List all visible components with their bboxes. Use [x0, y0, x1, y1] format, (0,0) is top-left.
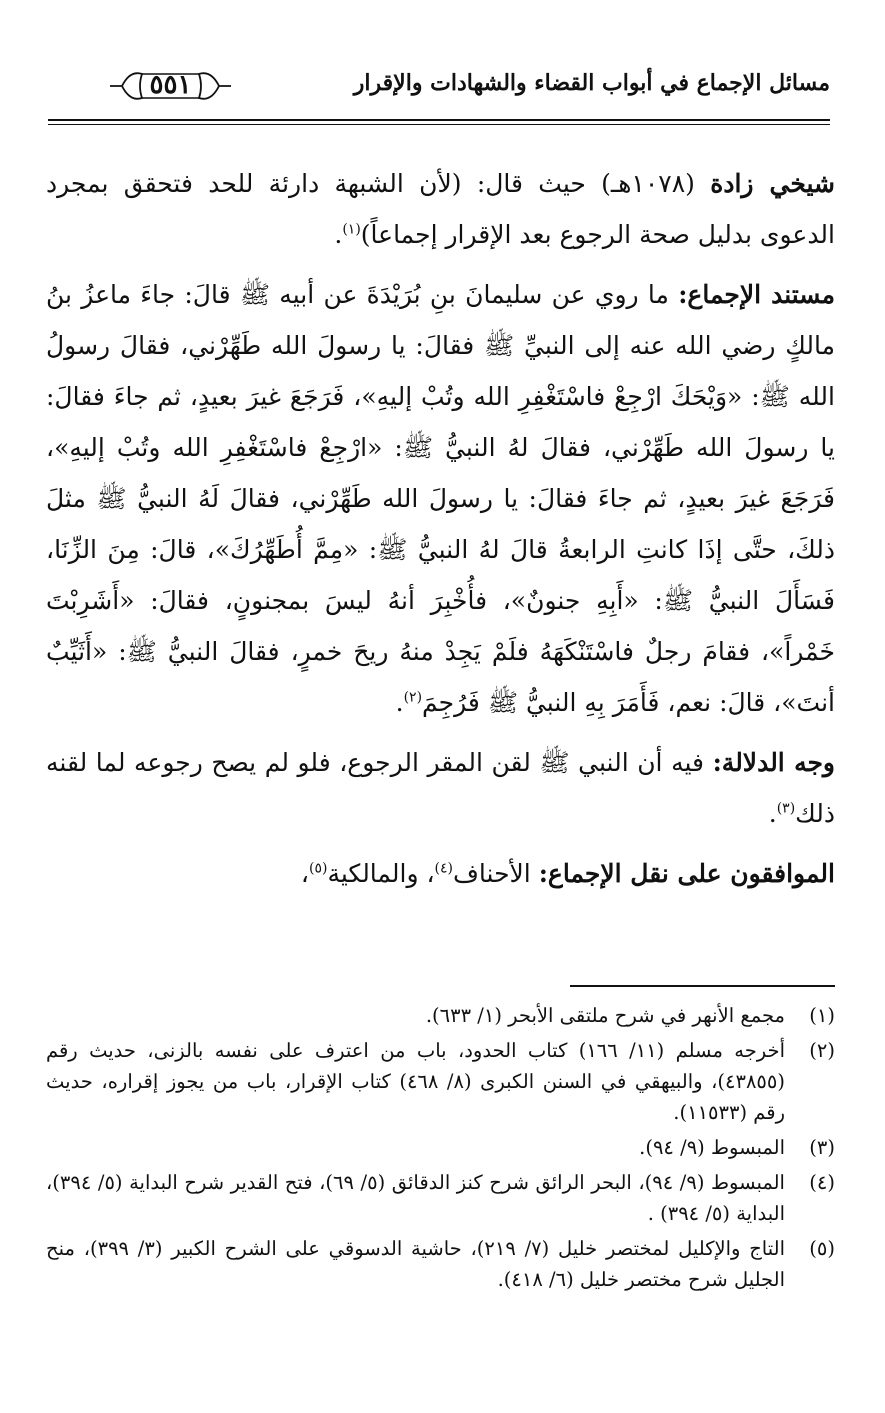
paragraph-end: ، — [300, 859, 309, 888]
footnote-text: المبسوط (٩/ ٩٤). — [639, 1136, 785, 1159]
footnote-item — [46, 1233, 835, 1295]
header-rule-thin — [48, 124, 830, 125]
footnote-ref: (١) — [342, 221, 361, 238]
footnote-ref: (٥) — [308, 860, 328, 877]
page-header — [48, 64, 830, 124]
page-number-ornament — [108, 66, 233, 106]
footnote-ref: (٢) — [403, 689, 423, 706]
footnote-text: أخرجه مسلم (١١/ ١٦٦) كتاب الحدود، باب من اعترف على نفسه بالزنى، حديث رقم (٤٣٨٥٥)، والبيهقي في السنن الكبرى (٨/ ٤٦٨) كتاب الإقرار، باب من يجوز إقراره، حديث رقم (١١٥٣٣). — [46, 1039, 785, 1124]
footnote-number: (١) — [809, 1004, 835, 1027]
footnote-number: (٣) — [809, 1136, 835, 1159]
body-text — [46, 158, 835, 908]
paragraph-agreement — [46, 848, 835, 899]
paragraph-end: . — [395, 688, 404, 717]
footnote-text: المبسوط (٩/ ٩٤)، البحر الرائق شرح كنز الدقائق (٥/ ٦٩)، فتح القدير شرح البداية (٥/ ٣٩٤)، البداية (٥/ ٣٩٤) . — [46, 1171, 785, 1225]
school-hanafi: الأحناف — [453, 859, 531, 888]
footnote-number: (٥) — [809, 1237, 835, 1260]
paragraph-inference — [46, 737, 835, 839]
paragraph-text: (١٠٧٨هـ) حيث قال: (لأن الشبهة دارئة للحد فتحقق بمجرد الدعوى بدليل صحة الرجوع بعد الإقرار إجماعاً) — [46, 169, 835, 249]
footnote-item — [46, 1000, 835, 1031]
paragraph-quote — [46, 158, 835, 260]
paragraph-evidence — [46, 269, 835, 728]
footnote-item — [46, 1132, 835, 1163]
section-heading: مستند الإجماع: — [678, 280, 836, 309]
running-title: مسائل الإجماع في أبواب القضاء والشهادات والإقرار — [353, 70, 830, 96]
footnote-number: (٤) — [809, 1171, 835, 1194]
school-maliki: ، والمالكية — [327, 859, 435, 888]
footnote-separator — [570, 985, 835, 987]
page-number: ٥٥١ — [149, 70, 192, 100]
footnote-number: (٢) — [809, 1039, 835, 1062]
footnote-text: التاج والإكليل لمختصر خليل (٧/ ٢١٩)، حاشية الدسوقي على الشرح الكبير (٣/ ٣٩٩)، منح الجليل شرح مختصر خليل (٦/ ٤١٨). — [46, 1237, 785, 1291]
scholar-name: شيخي زادة — [710, 169, 836, 198]
section-heading: الموافقون على نقل الإجماع: — [538, 859, 835, 888]
footnote-item — [46, 1035, 835, 1128]
footnote-text: مجمع الأنهر في شرح ملتقى الأبحر (١/ ٦٣٣). — [425, 1004, 785, 1027]
paragraph-text: فيه أن النبي ﷺ لقن المقر الرجوع، فلو لم يصح رجوعه لما لقنه ذلك — [46, 748, 835, 828]
hadith-text: ما روي عن سليمانَ بنِ بُرَيْدَةَ عن أبيه ﷺ قالَ: جاءَ ماعزُ بنُ مالكٍ رضي الله عنه إلى النبيِّ ﷺ فقالَ: يا رسولَ الله طَهِّرْني، فقالَ رسولُ الله ﷺ: «وَيْحَكَ ارْجِعْ فاسْتَغْفِرِ الله وتُبْ إليهِ»، فَرَجَعَ غيرَ بعيدٍ، ثم جاءَ فقالَ: يا رسولَ الله طَهِّرْني، فقالَ لهُ النبيُّ ﷺ: «ارْجِعْ فاسْتَغْفِرِ الله وتُبْ إليهِ»، فَرَجَعَ غيرَ بعيدٍ، ثم جاءَ فقالَ: يا رسولَ الله طَهِّرْني، فقالَ لَهُ النبيُّ ﷺ مثلَ ذلكَ، حتَّى إذَا كانتِ الرابعةُ قالَ لهُ النبيُّ ﷺ: «مِمَّ أُطَهِّرُكَ»، قالَ: مِنَ الزِّنَا، فَسَأَلَ النبيُّ ﷺ: «أَبِهِ جنونٌ»، فأُخْبِرَ أنهُ ليسَ بمجنونٍ، فقالَ: «أَشَرِبْتَ خَمْراً»، فقامَ رجلٌ فاسْتَنْكَهَهُ فلَمْ يَجِدْ منهُ ريحَ خمرٍ، فقالَ النبيُّ ﷺ: «أَثَيِّبٌ أنتَ»، قالَ: نعم، فَأَمَرَ بِهِ النبيُّ ﷺ فَرُجِمَ — [46, 280, 835, 717]
footnote-ref: (٣) — [776, 800, 796, 817]
header-rule-thick — [48, 119, 830, 121]
footnote-item — [46, 1167, 835, 1229]
footnote-ref: (٤) — [434, 860, 453, 877]
footnotes — [46, 1000, 835, 1299]
paragraph-end: . — [334, 220, 343, 249]
paragraph-end: . — [768, 799, 777, 828]
section-heading: وجه الدلالة: — [712, 748, 836, 777]
